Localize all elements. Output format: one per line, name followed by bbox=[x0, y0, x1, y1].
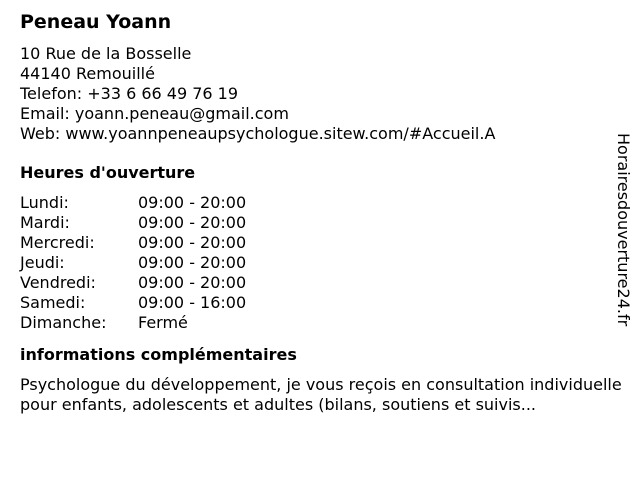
address-line-1: 10 Rue de la Bosselle bbox=[20, 44, 192, 63]
hours-row-wednesday bbox=[20, 233, 632, 253]
hours-day: Mercredi: bbox=[20, 233, 95, 252]
hours-row-friday bbox=[20, 273, 632, 293]
address-line-2: 44140 Remouillé bbox=[20, 64, 155, 83]
hours-time: 09:00 - 20:00 bbox=[138, 273, 247, 292]
hours-time: 09:00 - 20:00 bbox=[138, 253, 247, 272]
hours-time: 09:00 - 20:00 bbox=[138, 233, 247, 252]
email-line: Email: yoann.peneau@gmail.com bbox=[20, 104, 289, 123]
hours-day: Samedi: bbox=[20, 293, 86, 312]
hours-time: 09:00 - 20:00 bbox=[138, 213, 247, 232]
site-watermark: Horairesdouverture24.fr bbox=[614, 133, 633, 327]
hours-day: Dimanche: bbox=[20, 313, 107, 332]
hours-day: Mardi: bbox=[20, 213, 70, 232]
web-line: Web: www.yoannpeneaupsychologue.sitew.com/#Accueil.A bbox=[20, 124, 496, 143]
hours-time: 09:00 - 16:00 bbox=[138, 293, 247, 312]
hours-list bbox=[20, 193, 632, 333]
hours-day: Jeudi: bbox=[20, 253, 65, 272]
hours-time: Fermé bbox=[138, 313, 188, 332]
info-text: Psychologue du développement, je vous reçois en consultation individuelle pour enfants, adolescents et adultes (bilans, soutiens et suivis... bbox=[20, 375, 622, 414]
hours-row-tuesday bbox=[20, 213, 632, 233]
hours-row-thursday bbox=[20, 253, 632, 273]
hours-time: 09:00 - 20:00 bbox=[138, 193, 247, 212]
phone-line: Telefon: +33 6 66 49 76 19 bbox=[20, 84, 239, 103]
hours-day: Vendredi: bbox=[20, 273, 96, 292]
info-title: informations complémentaires bbox=[20, 345, 297, 364]
hours-day: Lundi: bbox=[20, 193, 69, 212]
hours-row-monday bbox=[20, 193, 632, 213]
business-name: Peneau Yoann bbox=[20, 11, 172, 33]
hours-title: Heures d'ouverture bbox=[20, 163, 196, 182]
business-card bbox=[20, 9, 632, 415]
hours-row-saturday bbox=[20, 293, 632, 313]
hours-row-sunday bbox=[20, 313, 632, 333]
